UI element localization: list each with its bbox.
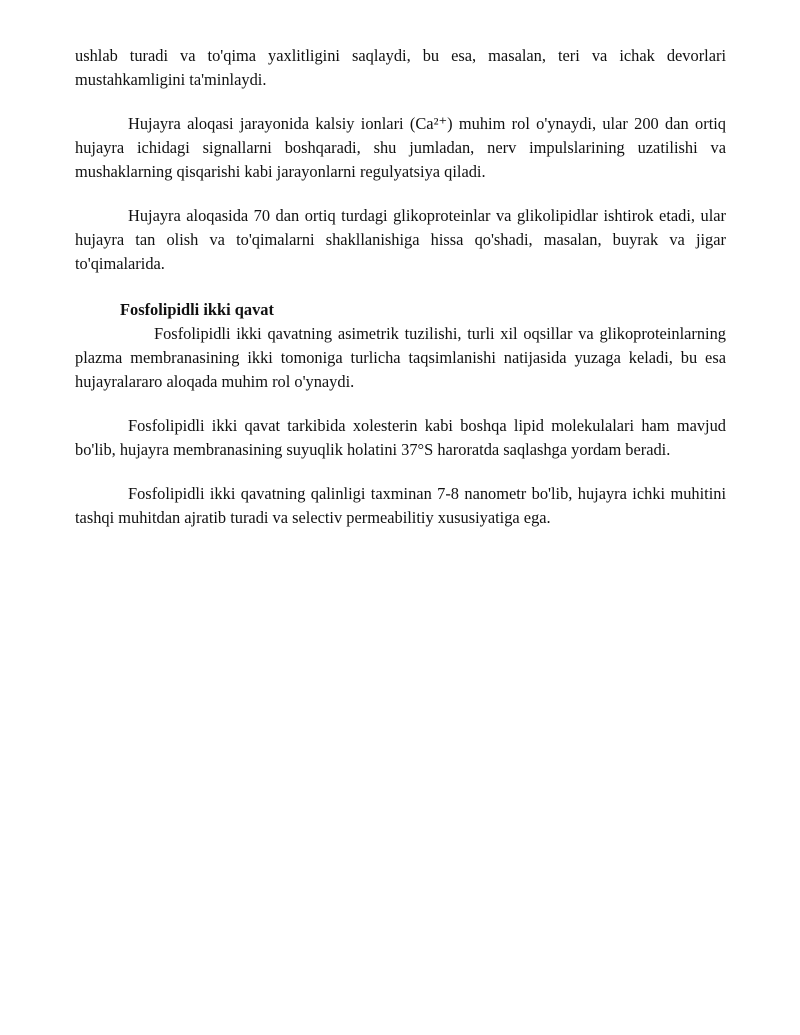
paragraph-thickness: Fosfolipidli ikki qavatning qalinligi taxminan 7-8 nanometr bo'lib, hujayra ichki muhitini tashqi muhitdan ajratib turadi va selectiv permeabilitiy xususiyatiga ega. <box>75 484 726 527</box>
section-heading: Fosfolipidli ikki qavat <box>120 300 274 319</box>
paragraph-calcium-ions: Hujayra aloqasi jarayonida kalsiy ionlari (Ca²⁺) muhim rol o'ynaydi, ular 200 dan ortiq hujayra ichidagi signallarni boshqaradi, shu jumladan, nerv impulslarining uzatilishi va mushaklarning qisqarishi kabi jarayonlarni regulyatsiya qiladi. <box>75 114 726 181</box>
paragraph-continuation: ushlab turadi va to'qima yaxlitligini saqlaydi, bu esa, masalan, teri va ichak devorlari mustahkamligini ta'minlaydi. <box>75 46 726 89</box>
paragraph-cholesterol: Fosfolipidli ikki qavat tarkibida xolesterin kabi boshqa lipid molekulalari ham mavjud bo'lib, hujayra membranasining suyuqlik holatini 37°S haroratda saqlashga yordam beradi. <box>75 416 726 459</box>
paragraph-asymmetric-structure: Fosfolipidli ikki qavatning asimetrik tuzilishi, turli xil oqsillar va glikoproteinlarning plazma membranasining ikki tomoniga turlicha taqsimlanishi natijasida yuzaga keladi, bu esa hujayralararo aloqada muhim rol o'ynaydi. <box>75 324 726 391</box>
paragraph-glycoproteins: Hujayra aloqasida 70 dan ortiq turdagi glikoproteinlar va glikolipidlar ishtirok etadi, ular hujayra tan olish va to'qimalarni shakllanishiga hissa qo'shadi, masalan, buyrak va jigar to'qimalarida. <box>75 206 726 273</box>
document-page <box>75 44 726 530</box>
